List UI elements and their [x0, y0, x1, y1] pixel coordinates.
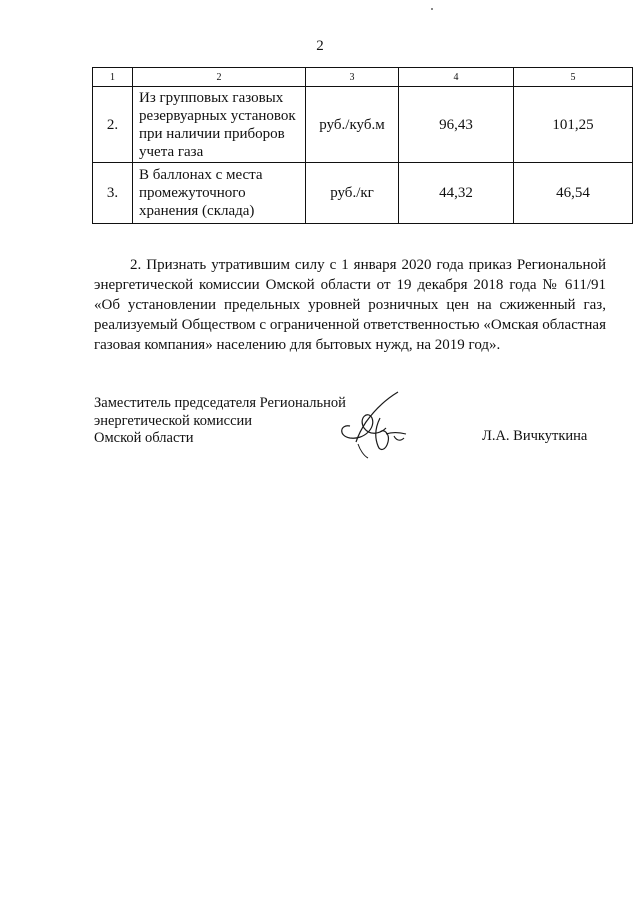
signer-title-line-3: Омской области [94, 430, 194, 446]
table-header-row [93, 68, 633, 87]
column-header: 2 [133, 68, 306, 87]
column-header: 1 [93, 68, 133, 87]
row-number: 3. [93, 163, 133, 224]
scan-speck [431, 8, 433, 10]
row-unit: руб./кг [306, 163, 399, 224]
row-value-1: 96,43 [399, 87, 514, 163]
signer-title-line-2: энергетической комиссии [94, 412, 253, 429]
signer-title-line-1: Заместитель председателя Региональной [94, 395, 346, 411]
row-value-2: 46,54 [514, 163, 633, 224]
page-number: 2 [316, 38, 324, 54]
signer-block [94, 395, 346, 448]
order-paragraph: 2. Признать утратившим силу с 1 января 2020 года приказ Региональной энергетической комиссии Омской области от 19 декабря 2018 года № 611/91 «Об установлении предельных уровней розничных цен на сжиженный газ, реализуемый Обществом с ограниченной ответственностью «Омская областная газовая компания» населению для бытовых нужд, на 2019 год». [94, 257, 606, 353]
handwritten-signature [336, 388, 416, 460]
column-header: 5 [514, 68, 633, 87]
signee-name: Л.А. Вичкуткина [482, 428, 588, 444]
row-value-2: 101,25 [514, 87, 633, 163]
row-description: В баллонах с места промежуточного хранения (склада) [133, 163, 306, 224]
column-header: 3 [306, 68, 399, 87]
table-row [93, 87, 633, 163]
table-row [93, 163, 633, 224]
row-description: Из групповых газовых резервуарных установок при наличии приборов учета газа [133, 87, 306, 163]
column-header: 4 [399, 68, 514, 87]
rates-table [92, 67, 633, 224]
row-unit: руб./куб.м [306, 87, 399, 163]
row-value-1: 44,32 [399, 163, 514, 224]
row-number: 2. [93, 87, 133, 163]
